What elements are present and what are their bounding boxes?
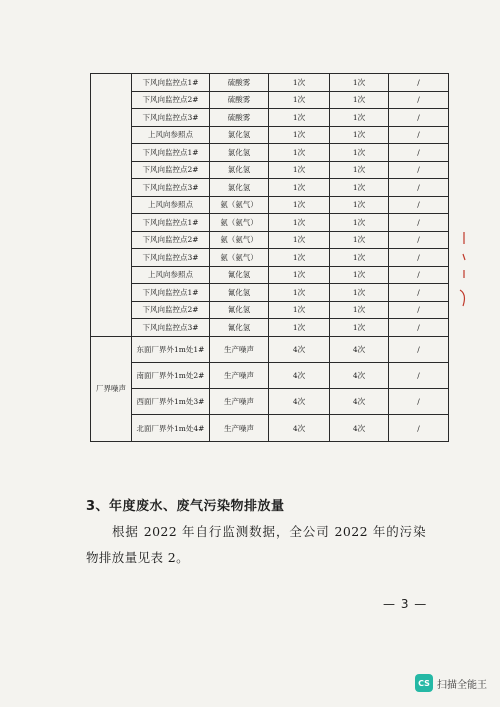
cell-freq2: 1次 bbox=[330, 144, 389, 162]
cell-note: / bbox=[389, 266, 449, 284]
table-row bbox=[91, 415, 449, 441]
cell-freq2: 4次 bbox=[330, 389, 389, 415]
cell-pollutant: 硫酸雾 bbox=[210, 74, 269, 92]
cell-point: 下风向监控点3# bbox=[132, 179, 210, 197]
cell-note: / bbox=[389, 415, 449, 441]
body-paragraph: 根据 2022 年自行监测数据，全公司 2022 年的污染物排放量见表 2。 bbox=[86, 524, 426, 565]
cell-freq1: 1次 bbox=[269, 179, 330, 197]
camscanner-logo: CS bbox=[415, 674, 433, 692]
table-row bbox=[91, 109, 449, 127]
cell-note: / bbox=[389, 389, 449, 415]
cell-note: / bbox=[389, 362, 449, 388]
table-row bbox=[91, 74, 449, 92]
cell-pollutant: 生产噪声 bbox=[210, 415, 269, 441]
cell-point: 下风向监控点1# bbox=[132, 214, 210, 232]
cell-freq2: 1次 bbox=[330, 319, 389, 337]
cell-pollutant: 氰化氢 bbox=[210, 301, 269, 319]
cell-point: 上风向参照点 bbox=[132, 196, 210, 214]
cell-pollutant: 氰化氢 bbox=[210, 319, 269, 337]
cell-freq2: 4次 bbox=[330, 336, 389, 362]
cell-freq2: 1次 bbox=[330, 109, 389, 127]
table-row bbox=[91, 389, 449, 415]
cell-pollutant: 硫酸雾 bbox=[210, 109, 269, 127]
cell-freq1: 1次 bbox=[269, 144, 330, 162]
cell-point: 上风向参照点 bbox=[132, 126, 210, 144]
table-row bbox=[91, 91, 449, 109]
cell-freq2: 1次 bbox=[330, 249, 389, 267]
cell-freq1: 1次 bbox=[269, 231, 330, 249]
cell-point: 下风向监控点1# bbox=[132, 144, 210, 162]
cell-note: / bbox=[389, 74, 449, 92]
cell-freq2: 1次 bbox=[330, 284, 389, 302]
cell-point: 下风向监控点3# bbox=[132, 249, 210, 267]
cell-note: / bbox=[389, 91, 449, 109]
cell-point: 南面厂界外1m处2# bbox=[132, 362, 210, 388]
table-row bbox=[91, 266, 449, 284]
cell-freq1: 1次 bbox=[269, 266, 330, 284]
table-row bbox=[91, 126, 449, 144]
cell-pollutant: 生产噪声 bbox=[210, 362, 269, 388]
table-row bbox=[91, 214, 449, 232]
cell-note: / bbox=[389, 179, 449, 197]
cell-freq1: 1次 bbox=[269, 91, 330, 109]
cell-point: 下风向监控点2# bbox=[132, 231, 210, 249]
cell-point: 西面厂界外1m处3# bbox=[132, 389, 210, 415]
cell-freq1: 4次 bbox=[269, 336, 330, 362]
cell-note: / bbox=[389, 196, 449, 214]
cell-note: / bbox=[389, 109, 449, 127]
scanner-watermark bbox=[415, 674, 487, 692]
cell-freq2: 1次 bbox=[330, 266, 389, 284]
cell-freq2: 1次 bbox=[330, 179, 389, 197]
table-row bbox=[91, 161, 449, 179]
table-row bbox=[91, 284, 449, 302]
cell-point: 下风向监控点1# bbox=[132, 74, 210, 92]
cell-freq2: 1次 bbox=[330, 74, 389, 92]
table-row bbox=[91, 249, 449, 267]
cell-point: 下风向监控点2# bbox=[132, 91, 210, 109]
table-row bbox=[91, 196, 449, 214]
monitoring-table bbox=[90, 73, 449, 442]
cell-freq1: 4次 bbox=[269, 415, 330, 441]
table-row bbox=[91, 301, 449, 319]
cell-pollutant: 氰化氢 bbox=[210, 284, 269, 302]
cell-freq1: 1次 bbox=[269, 126, 330, 144]
cell-point: 下风向监控点1# bbox=[132, 284, 210, 302]
table-row bbox=[91, 144, 449, 162]
cell-freq1: 1次 bbox=[269, 214, 330, 232]
watermark-text: 扫描全能王 bbox=[437, 679, 487, 691]
cell-freq2: 1次 bbox=[330, 161, 389, 179]
cell-freq1: 1次 bbox=[269, 196, 330, 214]
cell-pollutant: 氯化氢 bbox=[210, 161, 269, 179]
cell-pollutant: 氨（氨气） bbox=[210, 249, 269, 267]
cell-freq1: 4次 bbox=[269, 362, 330, 388]
table-row bbox=[91, 231, 449, 249]
cell-pollutant: 氯化氢 bbox=[210, 126, 269, 144]
cell-freq1: 1次 bbox=[269, 161, 330, 179]
cell-point: 下风向监控点3# bbox=[132, 109, 210, 127]
cell-note: / bbox=[389, 301, 449, 319]
cell-pollutant: 硫酸雾 bbox=[210, 91, 269, 109]
cell-point: 下风向监控点3# bbox=[132, 319, 210, 337]
cell-freq2: 1次 bbox=[330, 196, 389, 214]
cell-pollutant: 氰化氢 bbox=[210, 266, 269, 284]
table-row bbox=[91, 179, 449, 197]
table-row bbox=[91, 319, 449, 337]
monitoring-table-body bbox=[91, 74, 449, 442]
cell-note: / bbox=[389, 319, 449, 337]
handwritten-margin-mark bbox=[455, 230, 475, 310]
cell-freq2: 1次 bbox=[330, 301, 389, 319]
cell-freq1: 1次 bbox=[269, 301, 330, 319]
cell-note: / bbox=[389, 161, 449, 179]
cell-freq1: 1次 bbox=[269, 74, 330, 92]
cell-note: / bbox=[389, 126, 449, 144]
cell-note: / bbox=[389, 231, 449, 249]
cell-freq2: 1次 bbox=[330, 126, 389, 144]
cell-point: 下风向监控点2# bbox=[132, 301, 210, 319]
cell-point: 下风向监控点2# bbox=[132, 161, 210, 179]
cell-freq2: 1次 bbox=[330, 91, 389, 109]
cell-freq1: 1次 bbox=[269, 319, 330, 337]
cell-pollutant: 生产噪声 bbox=[210, 336, 269, 362]
cell-pollutant: 生产噪声 bbox=[210, 389, 269, 415]
cell-pollutant: 氨（氨气） bbox=[210, 231, 269, 249]
cell-freq2: 1次 bbox=[330, 231, 389, 249]
category-cell: 厂界噪声 bbox=[91, 336, 132, 441]
cell-freq2: 4次 bbox=[330, 362, 389, 388]
cell-pollutant: 氯化氢 bbox=[210, 179, 269, 197]
cell-note: / bbox=[389, 214, 449, 232]
cell-freq2: 1次 bbox=[330, 214, 389, 232]
cell-note: / bbox=[389, 336, 449, 362]
cell-freq2: 4次 bbox=[330, 415, 389, 441]
cell-freq1: 1次 bbox=[269, 284, 330, 302]
cell-pollutant: 氯化氢 bbox=[210, 144, 269, 162]
cell-note: / bbox=[389, 144, 449, 162]
cell-pollutant: 氨（氨气） bbox=[210, 214, 269, 232]
table-row bbox=[91, 362, 449, 388]
cell-point: 上风向参照点 bbox=[132, 266, 210, 284]
page-number: — 3 — bbox=[383, 597, 428, 611]
cell-freq1: 1次 bbox=[269, 109, 330, 127]
cell-point: 北面厂界外1m处4# bbox=[132, 415, 210, 441]
cell-pollutant: 氨（氨气） bbox=[210, 196, 269, 214]
cell-freq1: 4次 bbox=[269, 389, 330, 415]
category-cell-empty bbox=[91, 74, 132, 337]
cell-point: 东面厂界外1m处1# bbox=[132, 336, 210, 362]
section-heading: 3、年度废水、废气污染物排放量 bbox=[86, 499, 285, 514]
cell-freq1: 1次 bbox=[269, 249, 330, 267]
cell-note: / bbox=[389, 284, 449, 302]
table-row bbox=[91, 336, 449, 362]
cell-note: / bbox=[389, 249, 449, 267]
